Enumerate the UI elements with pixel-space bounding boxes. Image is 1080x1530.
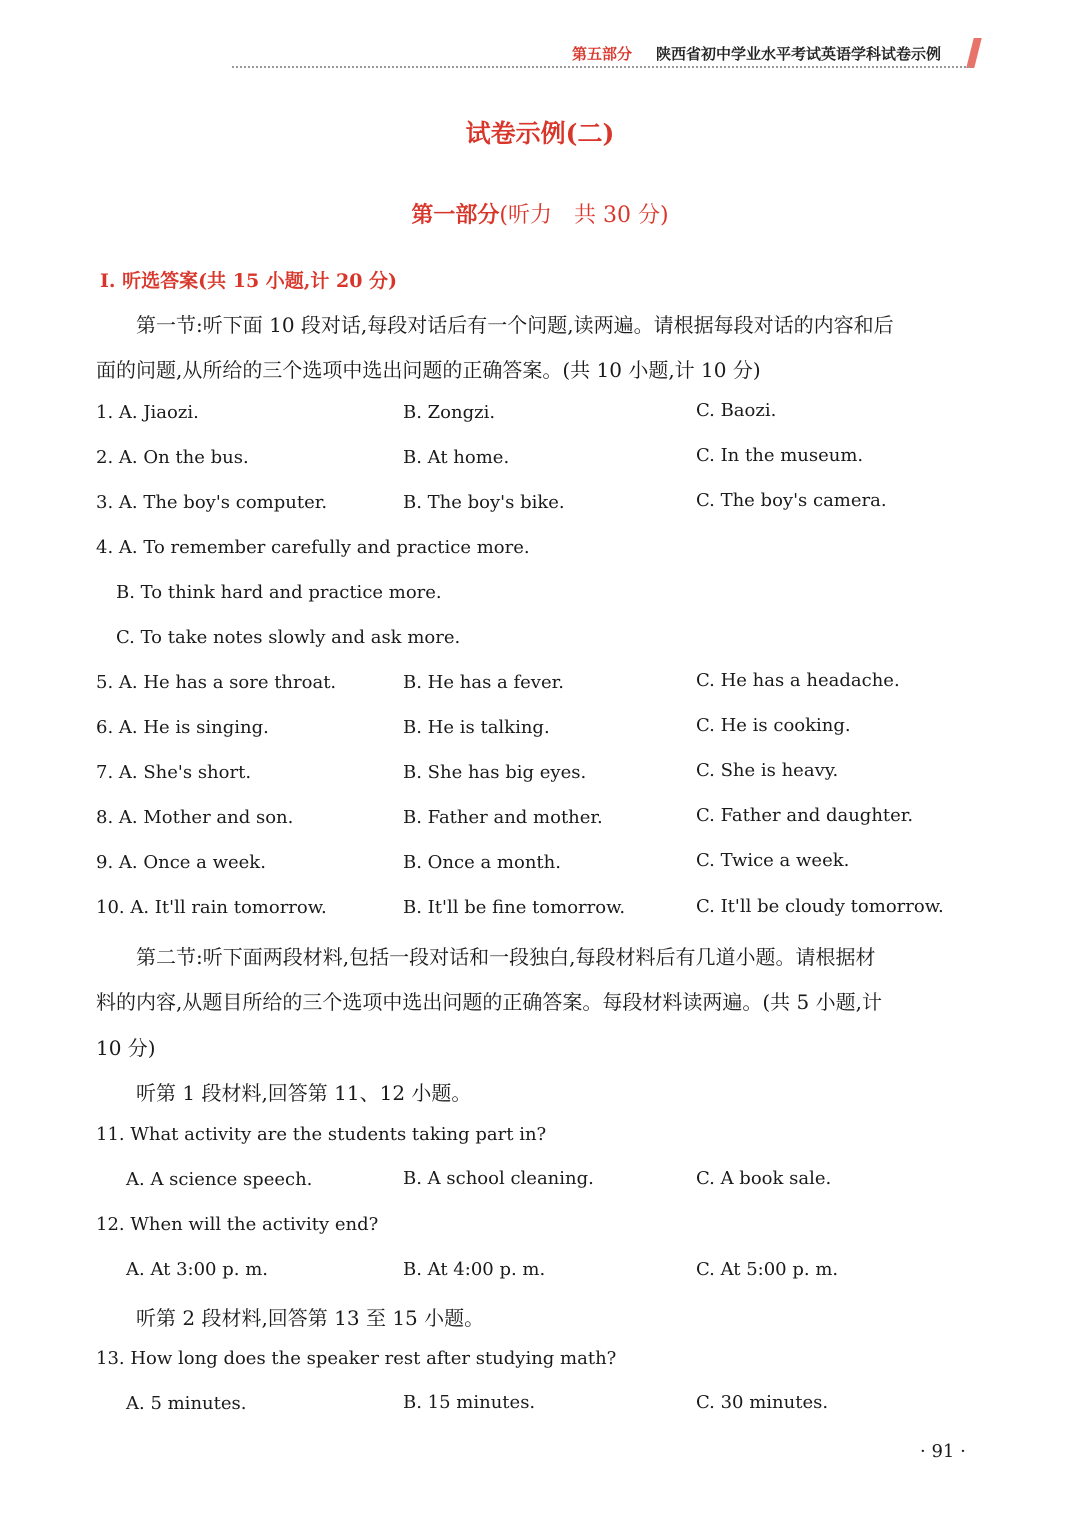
q9-option-a: 9. A. Once a week. xyxy=(96,852,266,873)
q8-option-b: B. Father and mother. xyxy=(403,807,603,828)
q7-option-c: C. She is heavy. xyxy=(696,760,839,781)
material-two-note: 听第 2 段材料,回答第 13 至 15 小题。 xyxy=(136,1306,485,1330)
q2-option-c: C. In the museum. xyxy=(696,445,864,466)
q1-option-a: 1. A. Jiaozi. xyxy=(96,402,199,423)
q5-option-c: C. He has a headache. xyxy=(696,670,900,691)
q6-option-a: 6. A. He is singing. xyxy=(96,717,269,738)
instruction-line: 料的内容,从题目所给的三个选项中选出问题的正确答案。每段材料读两遍。(共 5 小题,计 xyxy=(96,990,882,1014)
part-one-heading xyxy=(0,198,1080,229)
q11-stem: 11. What activity are the students taking part in? xyxy=(96,1124,547,1145)
section-one-heading: Ⅰ. 听选答案(共 15 小题,计 20 分) xyxy=(100,270,398,292)
instruction-line: 第一节:听下面 10 段对话,每段对话后有一个问题,读两遍。请根据每段对话的内容和后 xyxy=(136,313,894,337)
q4-option-a: 4. A. To remember carefully and practice more. xyxy=(96,537,530,558)
q10-option-c: C. It'll be cloudy tomorrow. xyxy=(696,896,944,917)
header-part-label: 第五部分 xyxy=(572,45,633,63)
q11-option-c: C. A book sale. xyxy=(696,1168,832,1189)
q6-option-b: B. He is talking. xyxy=(403,717,550,738)
q3-option-a: 3. A. The boy's computer. xyxy=(96,492,328,513)
q10-option-a: 10. A. It'll rain tomorrow. xyxy=(96,897,327,918)
q1-option-b: B. Zongzi. xyxy=(403,402,496,423)
header-divider xyxy=(232,66,970,68)
q9-option-c: C. Twice a week. xyxy=(696,850,850,871)
page-number: · 91 · xyxy=(920,1441,966,1462)
q2-option-b: B. At home. xyxy=(403,447,510,468)
q2-option-a: 2. A. On the bus. xyxy=(96,447,249,468)
q3-option-c: C. The boy's camera. xyxy=(696,490,887,511)
q11-option-b: B. A school cleaning. xyxy=(403,1168,594,1189)
q12-option-a: A. At 3:00 p. m. xyxy=(126,1259,268,1280)
q12-option-c: C. At 5:00 p. m. xyxy=(696,1259,839,1280)
q7-option-a: 7. A. She's short. xyxy=(96,762,252,783)
q4-option-b: B. To think hard and practice more. xyxy=(116,582,442,603)
part-one-detail: (听力 共 30 分) xyxy=(499,203,669,228)
q12-stem: 12. When will the activity end? xyxy=(96,1214,379,1235)
q8-option-c: C. Father and daughter. xyxy=(696,805,914,826)
q5-option-a: 5. A. He has a sore throat. xyxy=(96,672,337,693)
instruction-line: 面的问题,从所给的三个选项中选出问题的正确答案。(共 10 小题,计 10 分) xyxy=(96,358,761,382)
instruction-line: 10 分) xyxy=(96,1036,156,1060)
q13-stem: 13. How long does the speaker rest after studying math? xyxy=(96,1348,617,1369)
header-book-title: 陕西省初中学业水平考试英语学科试卷示例 xyxy=(656,45,942,63)
q6-option-c: C. He is cooking. xyxy=(696,715,851,736)
q5-option-b: B. He has a fever. xyxy=(403,672,564,693)
q13-option-b: B. 15 minutes. xyxy=(403,1392,536,1413)
header-accent-bar xyxy=(966,38,981,68)
q11-option-a: A. A science speech. xyxy=(126,1169,313,1190)
q1-option-c: C. Baozi. xyxy=(696,400,777,421)
q13-option-c: C. 30 minutes. xyxy=(696,1392,829,1413)
part-one-title: 第一部分 xyxy=(411,202,500,228)
q3-option-b: B. The boy's bike. xyxy=(403,492,565,513)
instruction-line: 第二节:听下面两段材料,包括一段对话和一段独白,每段材料后有几道小题。请根据材 xyxy=(136,945,876,969)
q13-option-a: A. 5 minutes. xyxy=(126,1393,247,1414)
material-one-note: 听第 1 段材料,回答第 11、12 小题。 xyxy=(136,1081,472,1105)
paper-title: 试卷示例(二) xyxy=(465,119,615,148)
q9-option-b: B. Once a month. xyxy=(403,852,561,873)
q7-option-b: B. She has big eyes. xyxy=(403,762,587,783)
q4-option-c: C. To take notes slowly and ask more. xyxy=(116,627,461,648)
q10-option-b: B. It'll be fine tomorrow. xyxy=(403,897,626,918)
q12-option-b: B. At 4:00 p. m. xyxy=(403,1259,546,1280)
q8-option-a: 8. A. Mother and son. xyxy=(96,807,294,828)
